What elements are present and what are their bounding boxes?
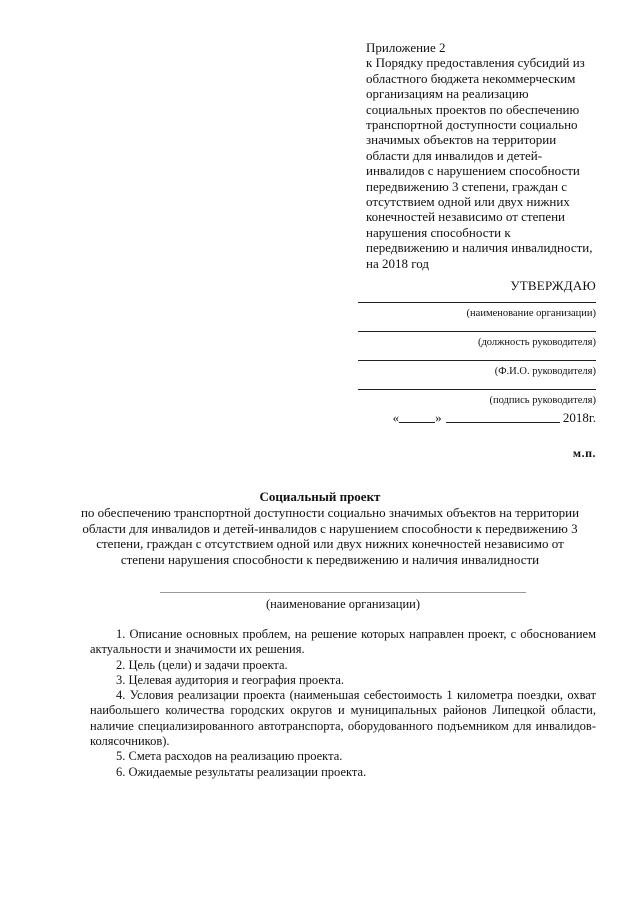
subtitle-line: по обеспечению транспортной доступности социально значимых объектов на территории [80, 505, 580, 520]
project-title: Социальный проект [259, 489, 381, 504]
project-org-caption: (наименование организации) [265, 597, 421, 611]
item-text: Ожидаемые результаты реализации проекта. [128, 764, 367, 779]
appendix-header [366, 40, 606, 271]
fullname-caption: (Ф.И.О. руководителя) [494, 366, 596, 377]
list-item [90, 658, 596, 673]
item-text: Смета расходов на реализацию проекта. [128, 749, 343, 764]
fullname-blank-line [358, 360, 596, 361]
stamp-place: м.п. [572, 446, 596, 460]
org-name-blank-line [358, 302, 596, 303]
item-number: 4. [116, 688, 126, 703]
appendix-line: конечностей независимо от степени [366, 209, 566, 225]
item-number: 1. [116, 627, 126, 641]
approval-title: УТВЕРЖДАЮ [510, 278, 596, 293]
date-year: 2018г. [562, 410, 596, 425]
list-item [90, 765, 596, 780]
appendix-line: нарушения способности к [366, 224, 511, 240]
position-caption: (должность руководителя) [477, 337, 596, 348]
position-signature-field [358, 331, 596, 348]
item-number: 6. [116, 764, 126, 779]
item-number: 3. [116, 672, 126, 687]
project-sections-list [90, 627, 596, 780]
appendix-line: областного бюджета некоммерческим [366, 70, 576, 86]
signature-field [358, 389, 596, 406]
subtitle-line: степени нарушения способности к передвижению и наличия инвалидности [120, 551, 540, 567]
appendix-line: передвижению 3 степени, граждан с [366, 178, 568, 194]
item-text: Цель (цели) и задачи проекта. [128, 657, 288, 672]
list-item [90, 627, 596, 658]
org-name-caption: (наименование организации) [466, 308, 596, 319]
appendix-line: организациям на реализацию [366, 86, 529, 102]
item-number: 5. [116, 749, 126, 764]
appendix-line: социальных проектов по обеспечению [366, 101, 580, 117]
appendix-line: инвалидов с нарушением способности [366, 163, 580, 179]
project-subtitle [60, 505, 600, 567]
position-blank-line [358, 331, 596, 332]
item-text: Целевая аудитория и география проекта. [128, 672, 345, 687]
appendix-line: области для инвалидов и детей- [366, 147, 543, 163]
date-open-quote: « [392, 410, 400, 425]
signature-caption: (подпись руководителя) [489, 395, 596, 406]
appendix-line: к Порядку предоставления субсидий из [366, 55, 585, 71]
fullname-signature-field [358, 360, 596, 377]
signature-blank-line [358, 389, 596, 390]
day-blank [399, 422, 435, 423]
subtitle-line: области для инвалидов и детей-инвалидов с нарушением способности к передвижению 3 [82, 520, 578, 536]
appendix-line: передвижению и наличия инвалидности, [366, 240, 593, 256]
appendix-line: значимых объектов на территории [366, 132, 557, 148]
month-blank [446, 422, 560, 423]
item-number: 2. [116, 657, 126, 672]
list-item [90, 749, 596, 764]
item-text: Условия реализации проекта (наименьшая себестоимость 1 километра поездки, охват наибольшего количества городских округов и муниципальных районов Липецкой области, наличие специализированного автотранспорта, оборудованного подъемником для инвалидов-колясочников). [90, 688, 596, 749]
org-name-signature-field [358, 302, 596, 319]
date-close-quote: » [435, 410, 442, 425]
list-item [90, 688, 596, 749]
project-org-blank-line [160, 592, 526, 593]
appendix-line: транспортной доступности социально [366, 117, 578, 133]
appendix-line: на 2018 год [366, 255, 429, 271]
item-text: Описание основных проблем, на решение которых направлен проект, с обоснованием актуальности и значимости их решения. [90, 627, 596, 657]
subtitle-line: степени, граждан с отсутствием одной или двух нижних конечностей независимо от [96, 536, 564, 552]
appendix-line: Приложение 2 [366, 40, 446, 55]
approval-date [393, 410, 596, 426]
appendix-line: отсутствием одной или двух нижних [366, 194, 570, 210]
list-item [90, 673, 596, 688]
